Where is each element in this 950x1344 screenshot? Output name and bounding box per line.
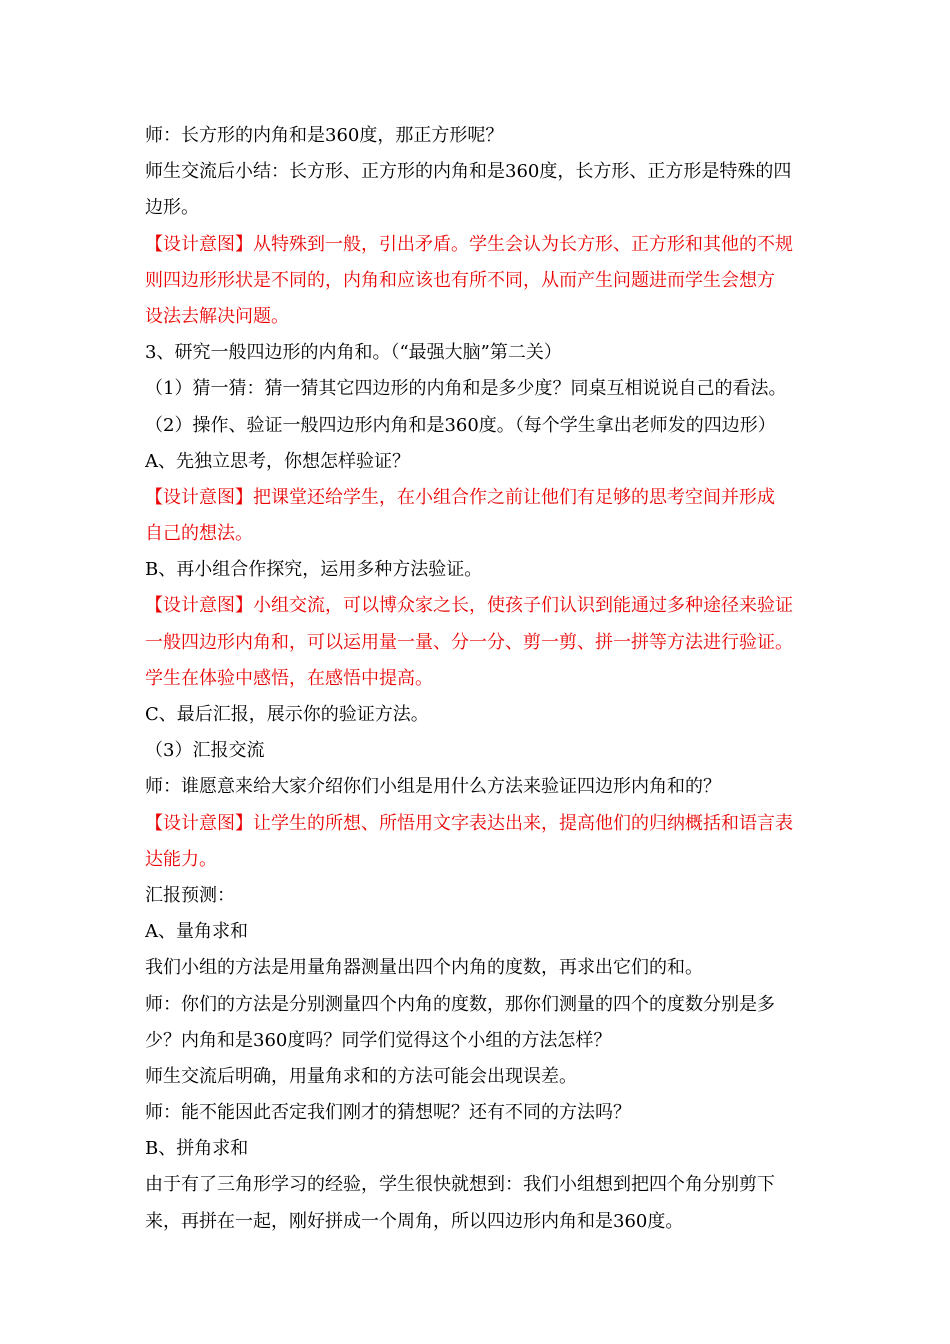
- text-line: 边形。: [145, 197, 199, 219]
- text-line: （2）操作、验证一般四边形内角和是360度。（每个学生拿出老师发的四边形）: [145, 414, 776, 436]
- text-line: 由于有了三角形学习的经验，学生很快就想到：我们小组想到把四个角分别剪下: [145, 1174, 775, 1196]
- section-heading: 3、研究一般四边形的内角和。（“最强大脑”第二关）: [145, 342, 562, 364]
- design-intent-line: 学生在体验中感悟，在感悟中提高。: [145, 667, 433, 689]
- text-line: （1）猜一猜：猜一猜其它四边形的内角和是多少度？同桌互相说说自己的看法。: [145, 378, 787, 400]
- document-body: [145, 118, 817, 1240]
- text-line: C、最后汇报，展示你的验证方法。: [145, 704, 429, 725]
- text-line: 师生交流后小结：长方形、正方形的内角和是360度，长方形、正方形是特殊的四: [145, 161, 792, 183]
- text-line: 师：你们的方法是分别测量四个内角的度数，那你们测量的四个的度数分别是多: [145, 993, 775, 1015]
- text-line: 我们小组的方法是用量角器测量出四个内角的度数，再求出它们的和。: [145, 957, 703, 979]
- text-line: 来，再拼在一起，刚好拼成一个周角，所以四边形内角和是360度。: [145, 1210, 684, 1232]
- design-intent-line: 自己的想法。: [145, 523, 253, 545]
- text-line: 师：能不能因此否定我们刚才的猜想呢？还有不同的方法吗？: [145, 1102, 631, 1124]
- text-line: 师：谁愿意来给大家介绍你们小组是用什么方法来验证四边形内角和的？: [145, 776, 721, 798]
- text-line: 师生交流后明确，用量角求和的方法可能会出现误差。: [145, 1065, 577, 1087]
- design-intent-line: 【设计意图】把课堂还给学生，在小组合作之前让他们有足够的思考空间并形成: [145, 486, 775, 508]
- text-line: （3）汇报交流: [145, 740, 265, 762]
- design-intent-line: 达能力。: [145, 848, 217, 870]
- design-intent-line: 【设计意图】从特殊到一般，引出矛盾。学生会认为长方形、正方形和其他的不规: [145, 233, 793, 255]
- text-line: A、量角求和: [145, 921, 248, 943]
- design-intent-line: 设法去解决问题。: [145, 305, 289, 327]
- text-line: B、再小组合作探究，运用多种方法验证。: [145, 559, 483, 581]
- text-line: B、拼角求和: [145, 1138, 249, 1160]
- design-intent-line: 【设计意图】小组交流，可以博众家之长，使孩子们认识到能通过多种途径来验证: [145, 595, 793, 617]
- design-intent-line: 【设计意图】让学生的所想、所悟用文字表达出来，提高他们的归纳概括和语言表: [145, 812, 793, 834]
- text-line: 师：长方形的内角和是360度，那正方形呢？: [145, 125, 504, 146]
- design-intent-line: 一般四边形内角和，可以运用量一量、分一分、剪一剪、拼一拼等方法进行验证。: [145, 631, 793, 653]
- design-intent-line: 则四边形形状是不同的，内角和应该也有所不同，从而产生问题进而学生会想方: [145, 269, 775, 291]
- text-line: 少？内角和是360度吗？同学们觉得这个小组的方法怎样？: [145, 1029, 612, 1051]
- text-line: A、先独立思考，你想怎样验证？: [145, 450, 410, 472]
- text-line: 汇报预测：: [145, 884, 235, 906]
